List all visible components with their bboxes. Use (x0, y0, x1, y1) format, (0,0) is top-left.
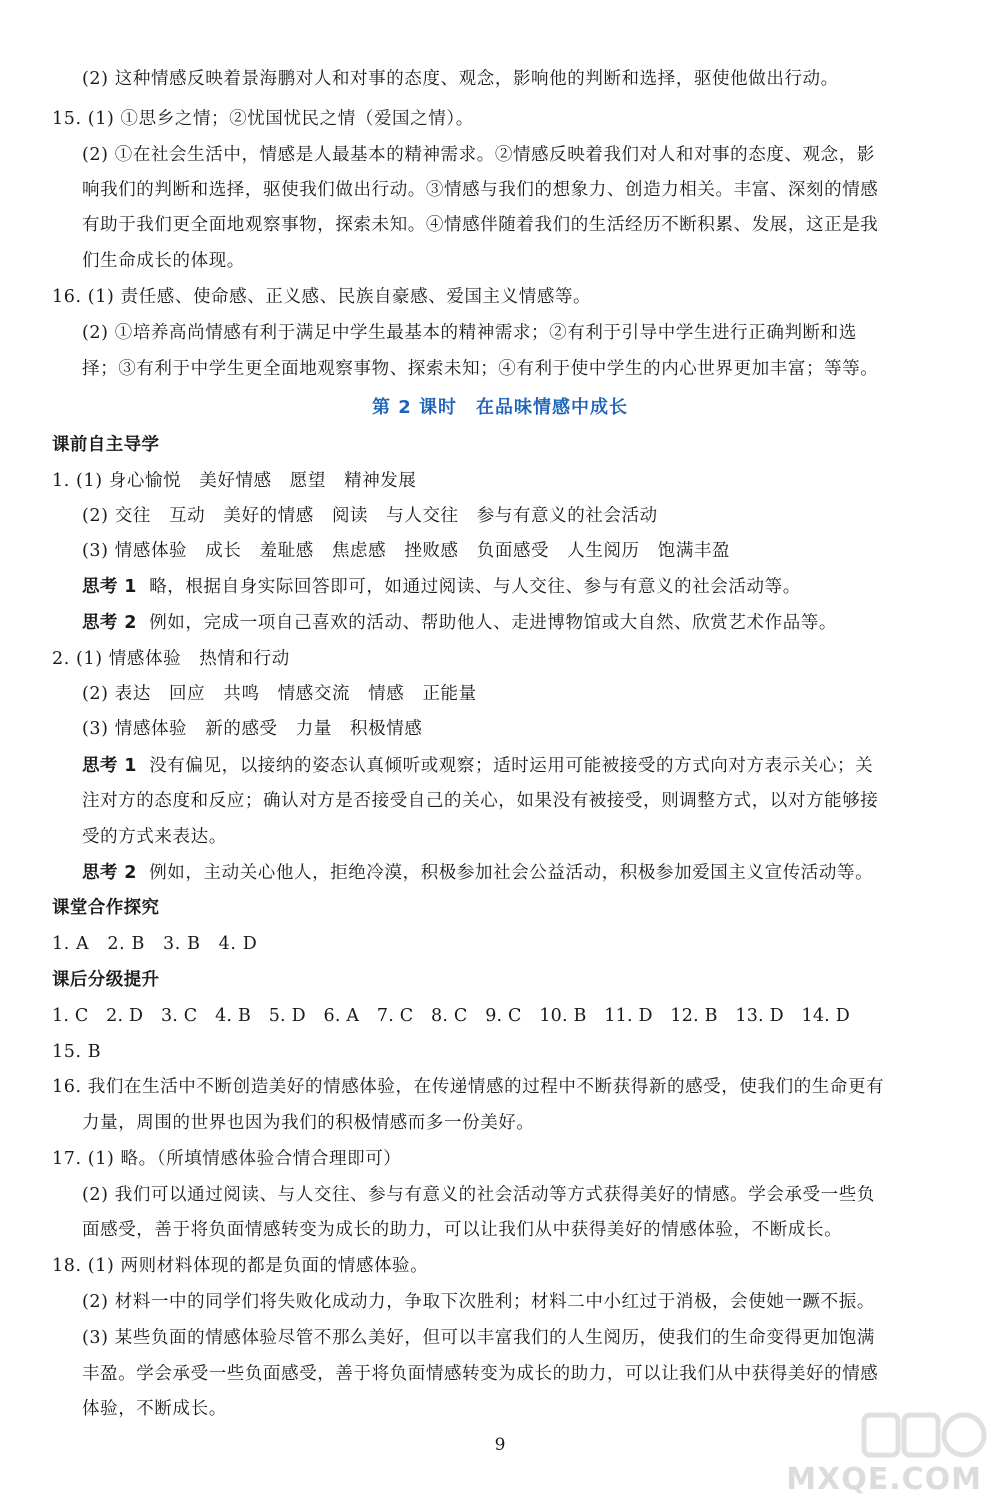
answer-15-2-line2: 响我们的判断和选择，驱使我们做出行动。③情感与我们的想象力、创造力相关。丰富、深刻的情感 (82, 180, 879, 200)
item-1-1: 1. (1) 身心愉悦 美好情感 愿望 精神发展 (52, 471, 417, 491)
think-text: 例如，完成一项自己喜欢的活动、帮助他人、走进博物馆或大自然、欣赏艺术作品等。 (149, 613, 837, 633)
watermark-logo (786, 1409, 994, 1505)
heading-in-class: 课堂合作探究 (52, 898, 160, 918)
answer-16-line1: 16. 我们在生活中不断创造美好的情感体验，在传递情感的过程中不断获得新的感受，使我们的生命更有 (52, 1077, 885, 1097)
answer-15-2-line3: 有助于我们更全面地观察事物，探索未知。④情感伴随着我们的生活经历不断积累、发展，这正是我 (82, 215, 879, 235)
heading-after-class: 课后分级提升 (52, 970, 160, 990)
answer-15-2-line4: 们生命成长的体现。 (82, 251, 245, 271)
answer-16-2-line1: (2) ①培养高尚情感有利于满足中学生最基本的精神需求；②有利于引导中学生进行正确判断和选 (82, 323, 857, 343)
in-class-answers: 1. A 2. B 3. B 4. D (52, 934, 258, 954)
answer-18-3-line3: 体验，不断成长。 (82, 1399, 227, 1419)
answer-16-line2: 力量，周围的世界也因为我们的积极情感而多一份美好。 (82, 1113, 535, 1133)
answer-18-2: (2) 材料一中的同学们将失败化成动力，争取下次胜利；材料二中小红过于消极，会使她一蹶不振。 (82, 1292, 875, 1312)
item-1-3: (3) 情感体验 成长 羞耻感 焦虑感 挫败感 负面感受 人生阅历 饱满丰盈 (82, 541, 731, 561)
page-number: 9 (494, 1435, 506, 1455)
think-label: 思考 1 (82, 577, 137, 597)
answer-15-1: 15. (1) ①思乡之情；②忧国忧民之情（爱国之情）。 (52, 109, 474, 129)
answer-16-1: 16. (1) 责任感、使命感、正义感、民族自豪感、爱国主义情感等。 (52, 287, 592, 307)
think-2-a (82, 611, 837, 635)
item-2-2: (2) 表达 回应 共鸣 情感交流 情感 正能量 (82, 684, 477, 704)
think-text: 没有偏见，以接纳的姿态认真倾听或观察；适时运用可能被接受的方式向对方表示关心；关 (149, 756, 874, 776)
answer-14-2: (2) 这种情感反映着景海鹏对人和对事的态度、观念，影响他的判断和选择，驱使他做出行动。 (82, 69, 839, 89)
answer-18-3-line1: (3) 某些负面的情感体验尽管不那么美好，但可以丰富我们的人生阅历，使我们的生命变得更加饱满 (82, 1328, 875, 1348)
answer-16-2-line2: 择；③有利于中学生更全面地观察事物、探索未知；④有利于使中学生的内心世界更加丰富；等等。 (82, 359, 879, 379)
after-class-answers: 1. C 2. D 3. C 4. B 5. D 6. A 7. C 8. C 9. C 10. B 11. D 12. B 13. D 14. D (52, 1006, 850, 1026)
item-1-2: (2) 交往 互动 美好的情感 阅读 与人交往 参与有意义的社会活动 (82, 506, 658, 526)
watermark-text: MXQE.COM (786, 1462, 982, 1497)
think-label: 思考 2 (82, 863, 137, 883)
answer-17-2-line1: (2) 我们可以通过阅读、与人交往、参与有意义的社会活动等方式获得美好的情感。学会承受一些负 (82, 1185, 875, 1205)
think-1-b (82, 754, 873, 778)
item-2-3: (3) 情感体验 新的感受 力量 积极情感 (82, 719, 423, 739)
answer-17-2-line2: 面感受，善于将负面情感转变为成长的助力，可以让我们从中获得美好的情感体验，不断成长。 (82, 1220, 843, 1240)
item-2-1: 2. (1) 情感体验 热情和行动 (52, 649, 290, 669)
think-label: 思考 2 (82, 613, 137, 633)
answer-17-1: 17. (1) 略。（所填情感体验合情合理即可） (52, 1149, 402, 1169)
answer-15-2-line1: (2) ①在社会生活中，情感是人最基本的精神需求。②情感反映着我们对人和对事的态度、观念，影 (82, 145, 875, 165)
think-text: 例如，主动关心他人，拒绝冷漠，积极参加社会公益活动，积极参加爱国主义宣传活动等。 (149, 863, 874, 883)
think-1-a (82, 575, 801, 599)
answer-18-1: 18. (1) 两则材料体现的都是负面的情感体验。 (52, 1256, 429, 1276)
think-2-b (82, 861, 873, 885)
answer-15-b: 15. B (52, 1042, 102, 1062)
think-1-b-line2: 注对方的态度和反应；确认对方是否接受自己的关心，如果没有被接受，则调整方式，以对方能够接 (82, 791, 879, 811)
heading-pre-class: 课前自主导学 (52, 435, 160, 455)
section-title: 第 2 课时 在品味情感中成长 (371, 397, 629, 418)
answer-18-3-line2: 丰盈。学会承受一些负面感受，善于将负面情感转变为成长的助力，可以让我们从中获得美好的情感 (82, 1364, 879, 1384)
think-1-b-line3: 受的方式来表达。 (82, 827, 227, 847)
think-text: 略，根据自身实际回答即可，如通过阅读、与人交往、参与有意义的社会活动等。 (149, 577, 801, 597)
think-label: 思考 1 (82, 756, 137, 776)
